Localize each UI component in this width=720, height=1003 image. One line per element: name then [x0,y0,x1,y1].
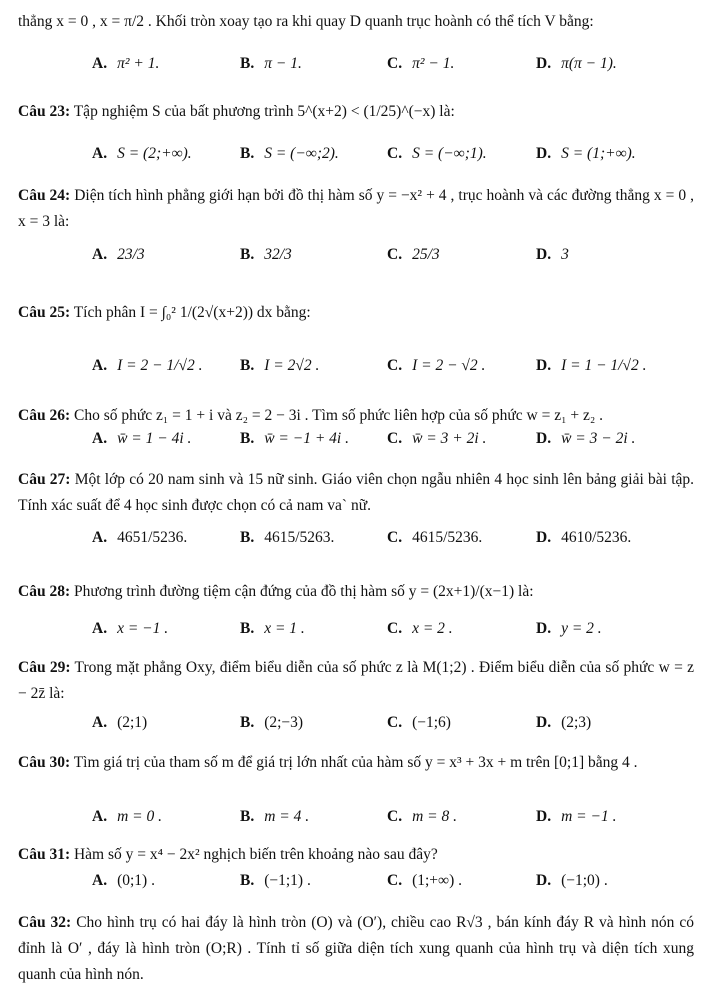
option-c[interactable]: C. S = (−∞;1). [387,145,487,162]
option-d[interactable]: D. π(π − 1). [536,55,617,72]
question-29: Câu 29: Trong mặt phẳng Oxy, điểm biểu diễn của số phức z là M(1;2) . Điểm biểu diễn của số phức w = z − 2z̄ là: [18,659,694,702]
question-26: Câu 26: Cho số phức z₁ = 1 + i và z₂ = 2 − 3i . Tìm số phức liên hợp của số phức w = z₁ + z₂ . [18,407,604,424]
question-23-text: Tập nghiệm S của bất phương trình 5^(x+2) < (1/25)^(−x) là: [73,103,455,120]
option-a[interactable]: A. 23/3 [92,246,145,263]
option-c[interactable]: C. (1;+∞) . [387,872,462,889]
question-31-text: Hàm số y = x⁴ − 2x² nghịch biến trên khoảng nào sau đây? [73,846,438,863]
question-28-text: Phương trình đường tiệm cận đứng của đồ thị hàm số y = (2x+1)/(x−1) là: [73,583,534,600]
option-b[interactable]: B. π − 1. [240,55,302,72]
option-d[interactable]: D. (−1;0) . [536,872,608,889]
option-a[interactable]: A. w̄ = 1 − 4i . [92,430,192,447]
question-32-text: Cho hình trụ có hai đáy là hình tròn (O) và (O′), chiều cao R√3 , bán kính đáy R và hình nón có đỉnh là O′ , đáy là hình tròn (O;R) . Tính tỉ số giữa diện tích xung quanh của hình trụ và diện tích xung quanh của hình nón. [18,914,695,983]
option-d[interactable]: D. (2;3) [536,714,592,731]
options-q24 [0,246,720,286]
option-c[interactable]: C. 4615/5236. [387,529,483,546]
option-b[interactable]: B. 4615/5263. [240,529,335,546]
question-27-text: Một lớp có 20 nam sinh và 15 nữ sinh. Giáo viên chọn ngẫu nhiên 4 học sinh lên bảng giải bài tập. Tính xác suất để 4 học sinh được chọn có cả nam va` nữ. [18,471,695,514]
options-q31 [0,872,720,912]
option-b[interactable]: B. 32/3 [240,246,292,263]
options-q28 [0,620,720,660]
option-d[interactable]: D. S = (1;+∞). [536,145,636,162]
question-25: Câu 25: Tích phân I = ∫₀² 1/(2√(x+2)) dx bằng: [18,304,311,321]
options-q26 [0,430,720,470]
option-c[interactable]: C. I = 2 − √2 . [387,357,486,374]
intro-span: thẳng x = 0 , x = π/2 . Khối tròn xoay tạo ra khi quay D quanh trục hoành có thể tích V bằng: [18,13,594,30]
options-q30 [0,808,720,848]
question-25-text: Tích phân I = ∫₀² 1/(2√(x+2)) dx bằng: [73,304,311,321]
option-c[interactable]: C. w̄ = 3 + 2i . [387,430,487,447]
option-a[interactable]: A. (0;1) . [92,872,155,889]
option-b[interactable]: B. m = 4 . [240,808,310,825]
options-q29 [0,714,720,754]
option-b[interactable]: B. (−1;1) . [240,872,311,889]
options-q27 [0,529,720,569]
question-24-text: Diện tích hình phẳng giới hạn bởi đồ thị hàm số y = −x² + 4 , trục hoành và các đường thẳng x = 0 , x = 3 là: [18,187,694,230]
option-d[interactable]: D. 4610/5236. [536,529,632,546]
option-d[interactable]: D. I = 1 − 1/√2 . [536,357,647,374]
option-c[interactable]: C. m = 8 . [387,808,457,825]
option-b[interactable]: B. (2;−3) [240,714,304,731]
option-b[interactable]: B. w̄ = −1 + 4i . [240,430,349,447]
option-a[interactable]: A. I = 2 − 1/√2 . [92,357,203,374]
option-c[interactable]: C. (−1;6) [387,714,451,731]
option-b[interactable]: B. x = 1 . [240,620,305,637]
option-c[interactable]: C. π² − 1. [387,55,455,72]
question-31: Câu 31: Hàm số y = x⁴ − 2x² nghịch biến trên khoảng nào sau đây? [18,846,438,863]
option-a[interactable]: A. 4651/5236. [92,529,188,546]
option-d[interactable]: D. m = −1 . [536,808,617,825]
intro-text [18,12,694,32]
options-q22 [0,55,720,95]
option-a[interactable]: A. S = (2;+∞). [92,145,192,162]
question-30-text: Tìm giá trị của tham số m để giá trị lớn nhất của hàm số y = x³ + 3x + m trên [0;1] bằng 4 . [73,754,638,771]
question-24: Câu 24: Diện tích hình phẳng giới hạn bởi đồ thị hàm số y = −x² + 4 , trục hoành và các đường thẳng x = 0 , x = 3 là: [18,187,694,230]
option-d[interactable]: D. 3 [536,246,569,263]
question-30: Câu 30: Tìm giá trị của tham số m để giá trị lớn nhất của hàm số y = x³ + 3x + m trên [0;1] bằng 4 . [18,754,638,771]
question-28: Câu 28: Phương trình đường tiệm cận đứng của đồ thị hàm số y = (2x+1)/(x−1) là: [18,583,534,600]
option-d[interactable]: D. y = 2 . [536,620,602,637]
option-a[interactable]: A. m = 0 . [92,808,162,825]
option-a[interactable]: A. x = −1 . [92,620,169,637]
options-q23 [0,145,720,185]
question-27: Câu 27: Một lớp có 20 nam sinh và 15 nữ sinh. Giáo viên chọn ngẫu nhiên 4 học sinh lên bảng giải bài tập. Tính xác suất để 4 học sinh được chọn có cả nam va` nữ. [18,471,695,514]
question-26-text: Cho số phức z₁ = 1 + i và z₂ = 2 − 3i . Tìm số phức liên hợp của số phức w = z₁ + z₂ . [73,407,604,424]
option-b[interactable]: B. S = (−∞;2). [240,145,339,162]
option-d[interactable]: D. w̄ = 3 − 2i . [536,430,636,447]
option-a[interactable]: A. π² + 1. [92,55,160,72]
option-b[interactable]: B. I = 2√2 . [240,357,320,374]
option-a[interactable]: A. (2;1) [92,714,148,731]
options-q25 [0,357,720,397]
question-32: Câu 32: Cho hình trụ có hai đáy là hình tròn (O) và (O′), chiều cao R√3 , bán kính đáy R và hình nón có đỉnh là O′ , đáy là hình tròn (O;R) . Tính tỉ số giữa diện tích xung quanh của hình trụ và diện tích xung quanh của hình nón. [18,914,695,983]
question-29-text: Trong mặt phẳng Oxy, điểm biểu diễn của số phức z là M(1;2) . Điểm biểu diễn của số phức w = z − 2z̄ là: [18,659,694,702]
option-c[interactable]: C. 25/3 [387,246,440,263]
question-23: Câu 23: Tập nghiệm S của bất phương trình 5^(x+2) < (1/25)^(−x) là: [18,103,455,120]
option-c[interactable]: C. x = 2 . [387,620,453,637]
